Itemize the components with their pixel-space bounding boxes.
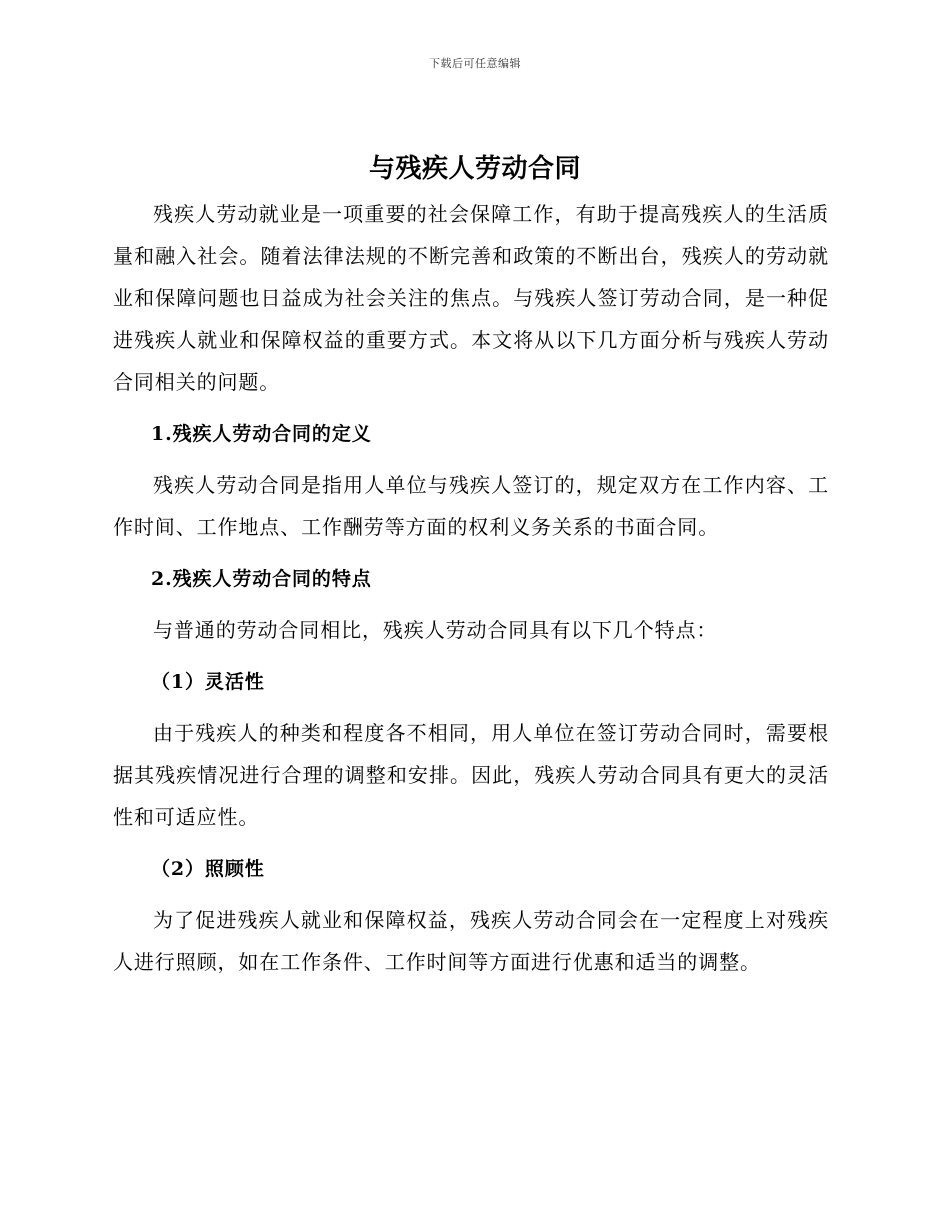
subsection1-heading: （1）灵活性: [151, 671, 265, 693]
document-title: 与残疾人劳动合同: [368, 154, 581, 184]
subsection2-paragraph: 为了促进残疾人就业和保障权益，残疾人劳动合同会在一定程度上对残疾人进行照顾，如在工作条件、工作时间等方面进行优惠和适当的调整。: [113, 908, 829, 974]
section2-heading: 2.残疾人劳动合同的特点: [151, 568, 372, 590]
subsection1-paragraph: 由于残疾人的种类和程度各不相同，用人单位在签订劳动合同时，需要根据其残疾情况进行合理的调整和安排。因此，残疾人劳动合同具有更大的灵活性和可适应性。: [113, 721, 829, 829]
section2-paragraph: 与普通的劳动合同相比，残疾人劳动合同具有以下几个特点：: [153, 618, 718, 642]
intro-paragraph: 残疾人劳动就业是一项重要的社会保障工作，有助于提高残疾人的生活质量和融入社会。随着法律法规的不断完善和政策的不断出台，残疾人的劳动就业和保障问题也日益成为社会关注的焦点。与残疾人签订劳动合同，是一种促进残疾人就业和保障权益的重要方式。本文将从以下几方面分析与残疾人劳动合同相关的问题。: [113, 202, 829, 394]
section1-heading: 1.残疾人劳动合同的定义: [151, 423, 372, 445]
header-note: 下载后可任意编辑: [429, 57, 521, 70]
section1-paragraph: 残疾人劳动合同是指用人单位与残疾人签订的，规定双方在工作内容、工作时间、工作地点、工作酬劳等方面的权利义务关系的书面合同。: [113, 473, 829, 539]
document-body: [113, 193, 829, 983]
subsection2-heading: （2）照顾性: [151, 858, 265, 880]
